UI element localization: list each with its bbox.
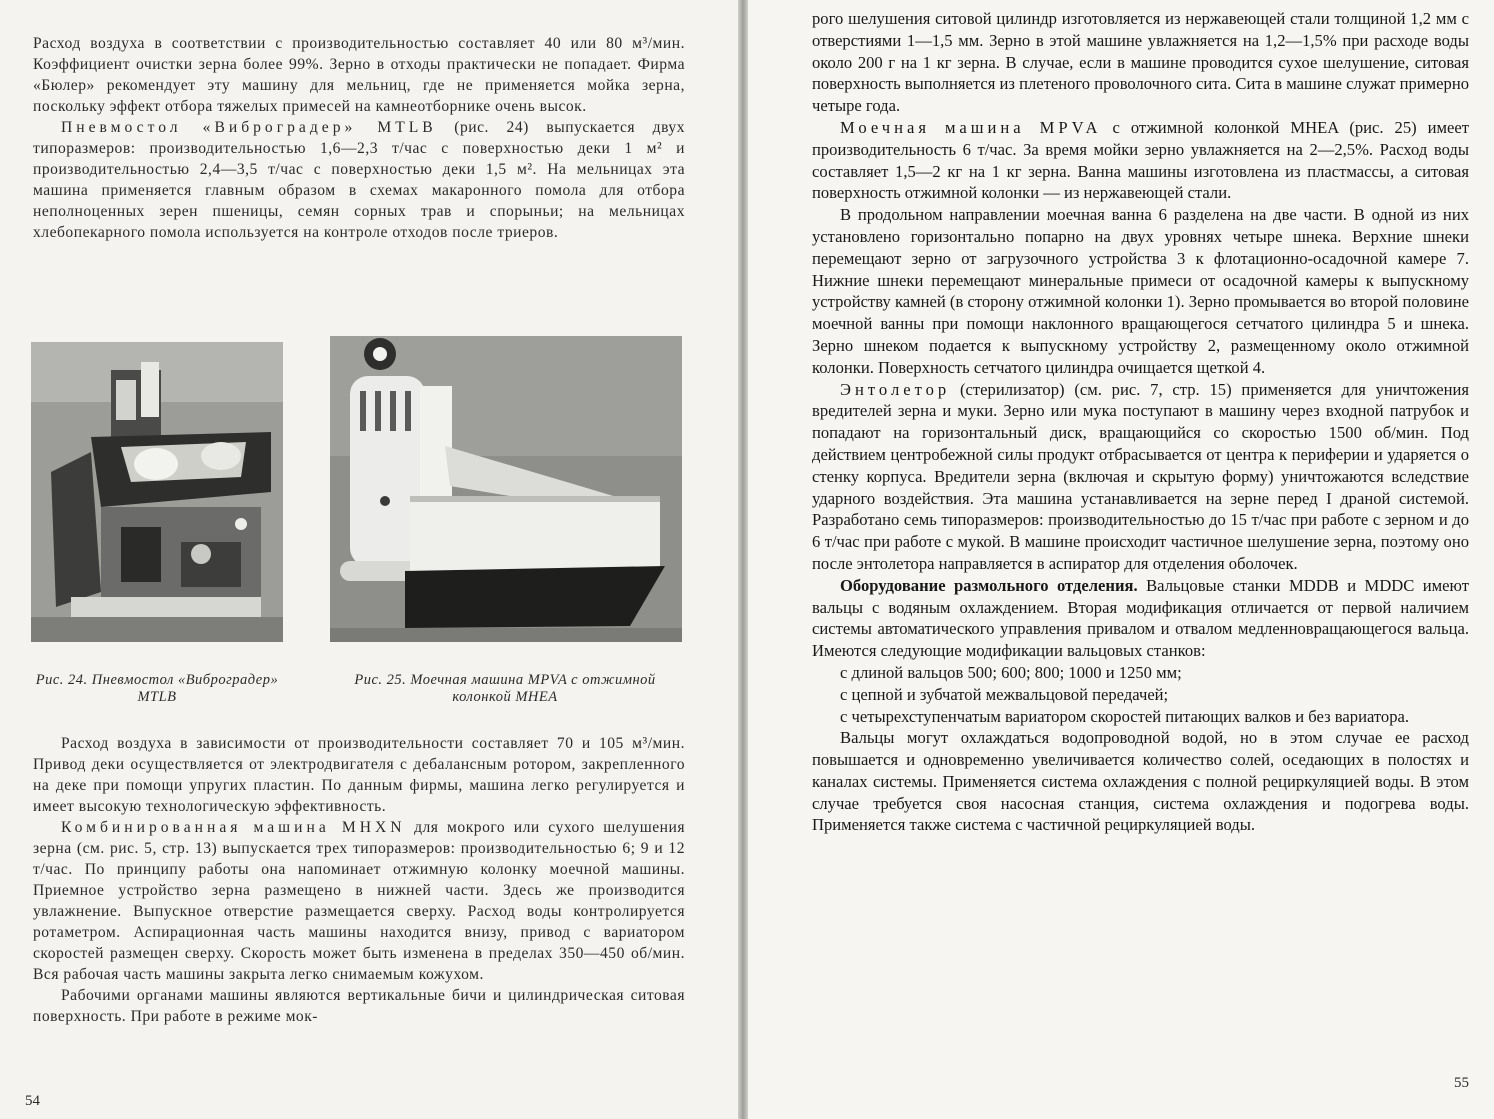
paragraph	[33, 733, 685, 817]
figure-24-photo	[31, 342, 283, 642]
washing-machine-image	[330, 336, 682, 642]
paragraph	[33, 985, 685, 1027]
bold-heading: Оборудование размольного отделения.	[840, 575, 1138, 595]
paragraph	[812, 379, 1469, 575]
paragraph	[812, 117, 1469, 204]
paragraph-text: (рис. 24) выпускается двух типоразмеров: производительностью 1,6—2,3 т/час с поверхностью деки 1 м² и производительностью 2,4—3,5 т/час с поверхностью деки 1,5 м². На мельницах эта машина применяется главным образом в схемах макаронного помола для отбора неполноценных зерен пшеницы, семян сорных трав и спорыньи; на мельницах хлебопекарного помола используется на контроле отходов после триеров.	[33, 119, 686, 241]
paragraph-text: рого шелушения ситовой цилиндр изготовляется из нержавеющей стали толщиной 1,2 мм с отверстиями 1—1,5 мм. Зерно в этой машине увлажняется на 1,2—1,5% при расходе воды около 200 г на 1 кг зерна. В случае, если в машине проводится сухое шелушение, ситовая поверхность выполняется из плетеного проволочного сита. Сита в машине служат примерно четыре года.	[812, 9, 1470, 116]
paragraph-text: Расход воздуха в зависимости от производительности составляет 70 и 105 м³/мин. Привод деки осуществляется от электродвигателя с дебалансным ротором, закрепленного на деке при помощи упругих пластин. По данным фирмы, машина легко регулируется и имеет высокую технологическую эффективность.	[33, 735, 685, 815]
paragraph-text: с четырехступенчатым вариатором скоростей питающих валков и без вариатора.	[840, 706, 1410, 726]
paragraph-text: Рабочими органами машины являются вертикальные бичи и цилиндрическая ситовая поверхность. При работе в режиме мок-	[33, 987, 685, 1025]
paragraph	[812, 575, 1469, 662]
paragraph-text: Вальцовые станки MDDB и MDDC имеют вальцы с водяным охлаждением. Вторая модификация отличается от первой наличием системы автоматического управления привалом и отвалом медленновращающегося вальца. Имеются следующие модификации вальцовых станков:	[812, 575, 1469, 661]
pneumatic-table-image	[31, 342, 283, 642]
paragraph	[33, 817, 685, 985]
paragraph-text: с отжимной колонкой MHEA (рис. 25) имеет производительность 6 т/час. За время мойки зерно увлажняется на 2—2,5%. Расход воды составляет 1,5—2 кг на 1 кг зерна. Ванна машины изготовлена из пластмассы, а ситовая поверхность отжимной колонки — из нержавеющей стали.	[812, 117, 1469, 203]
paragraph-text: Расход воздуха в соответствии с производительностью составляет 40 или 80 м³/мин. Коэффициент очистки зерна более 99%. Зерно в отходы практически не попадает. Фирма «Бюлер» рекомендует эту машину для мельниц, где не применяется мойка зерна, поскольку эффект отбора тяжелых примесей на камнеотборнике очень высок.	[33, 35, 685, 115]
right-page	[748, 0, 1494, 1119]
spaced-term: Энтолетор	[840, 379, 951, 399]
paragraph	[812, 662, 1469, 684]
paragraph-text: (стерилизатор) (см. рис. 7, стр. 15) применяется для уничтожения вредителей зерна и муки. Зерно или мука поступают в машину через входной патрубок и попадают на горизонтальный диск, вращающийся со скоростью 1500 об/мин. Под действием центробежной силы продукт отбрасывается от центра к периферии и ударяется о стенку корпуса. Вредители зерна (включая и скрытую форму) уничтожаются вследствие ударного воздействия. Эта машина устанавливается на зерне перед I драной системой. Разработано семь типоразмеров: производительностью до 15 т/час при работе с зерном и до 6 т/час при работе с мукой. В машине происходит частичное шелушение зерна, поэтому оно после энтолетора направляется в аспиратор для отделения оболочек.	[812, 379, 1469, 573]
spaced-term: Моечная машина MPVA	[840, 117, 1102, 137]
paragraph	[33, 117, 685, 243]
figure-25-caption: Рис. 25. Моечная машина MPVA с отжимной колонкой MHEA	[354, 672, 656, 705]
paragraph	[33, 33, 685, 117]
right-text	[812, 8, 1469, 836]
paragraph	[812, 8, 1469, 117]
left-page	[0, 0, 738, 1119]
paragraph	[812, 727, 1469, 836]
paragraph-text: для мокрого или сухого шелушения зерна (см. рис. 5, стр. 13) выпускается трех типоразмеров: производительностью 6; 9 и 12 т/час. По принципу работы она напоминает отжимную колонку моечной машины. Приемное устройство зерна размещено в нижней части. Здесь же производится увлажнение. Выпускное отверстие размещается сверху. Расход воды контролируется ротаметром. Аспирационная часть машины находится внизу, привод с вариатором скоростей размещен сверху. Скорость может быть изменена в пределах 350—450 об/мин. Вся рабочая часть машины закрыта легко снимаемым кожухом.	[33, 819, 685, 983]
spaced-term: Комбинированная машина MHXN	[61, 819, 406, 836]
paragraph-text: с длиной вальцов 500; 600; 800; 1000 и 1250 мм;	[840, 662, 1182, 682]
paragraph	[812, 684, 1469, 706]
figure-24-caption: Рис. 24. Пневмостол «Виброградер» MTLB	[35, 672, 279, 705]
paragraph-text: с цепной и зубчатой межвальцовой передачей;	[840, 684, 1169, 704]
book-gutter	[738, 0, 748, 1119]
page-number-right: 55	[1454, 1075, 1469, 1091]
left-bottom-text	[33, 733, 685, 1027]
paragraph	[812, 204, 1469, 378]
page-number-left: 54	[25, 1093, 40, 1109]
spaced-term: Пневмостол «Виброградер» MTLB	[61, 119, 437, 136]
paragraph-text: Вальцы могут охлаждаться водопроводной водой, но в этом случае ее расход повышается и одновременно увеличивается количество солей, оседающих в полостях и каналах системы. Применяется система охлаждения с полной рециркуляцией воды. В этом случае требуется своя насосная станция, система охлаждения и подогрева воды. Применяется также система с частичной рециркуляцией воды.	[812, 728, 1469, 835]
left-top-text	[33, 33, 685, 243]
figure-25-photo	[330, 336, 682, 642]
paragraph	[812, 706, 1469, 728]
paragraph-text: В продольном направлении моечная ванна 6 разделена на две части. В одной из них установлено горизонтально попарно на двух уровнях четыре шнека. Верхние шнеки перемещают зерно от загрузочного устройства 3 к флотационно-осадочной камере 7. Нижние шнеки перемещают минеральные примеси от осадочной камеры к выпускному устройству камней (в сторону отжимной колонки 1). Зерно промывается во второй половине моечной ванны при помощи наклонного вращающегося сетчатого цилиндра 5 и шнека. Зерно шнеком подается к выпускному устройству 2, размещенному около отжимной колонки. Поверхность сетчатого цилиндра очищается щеткой 4.	[812, 205, 1469, 377]
